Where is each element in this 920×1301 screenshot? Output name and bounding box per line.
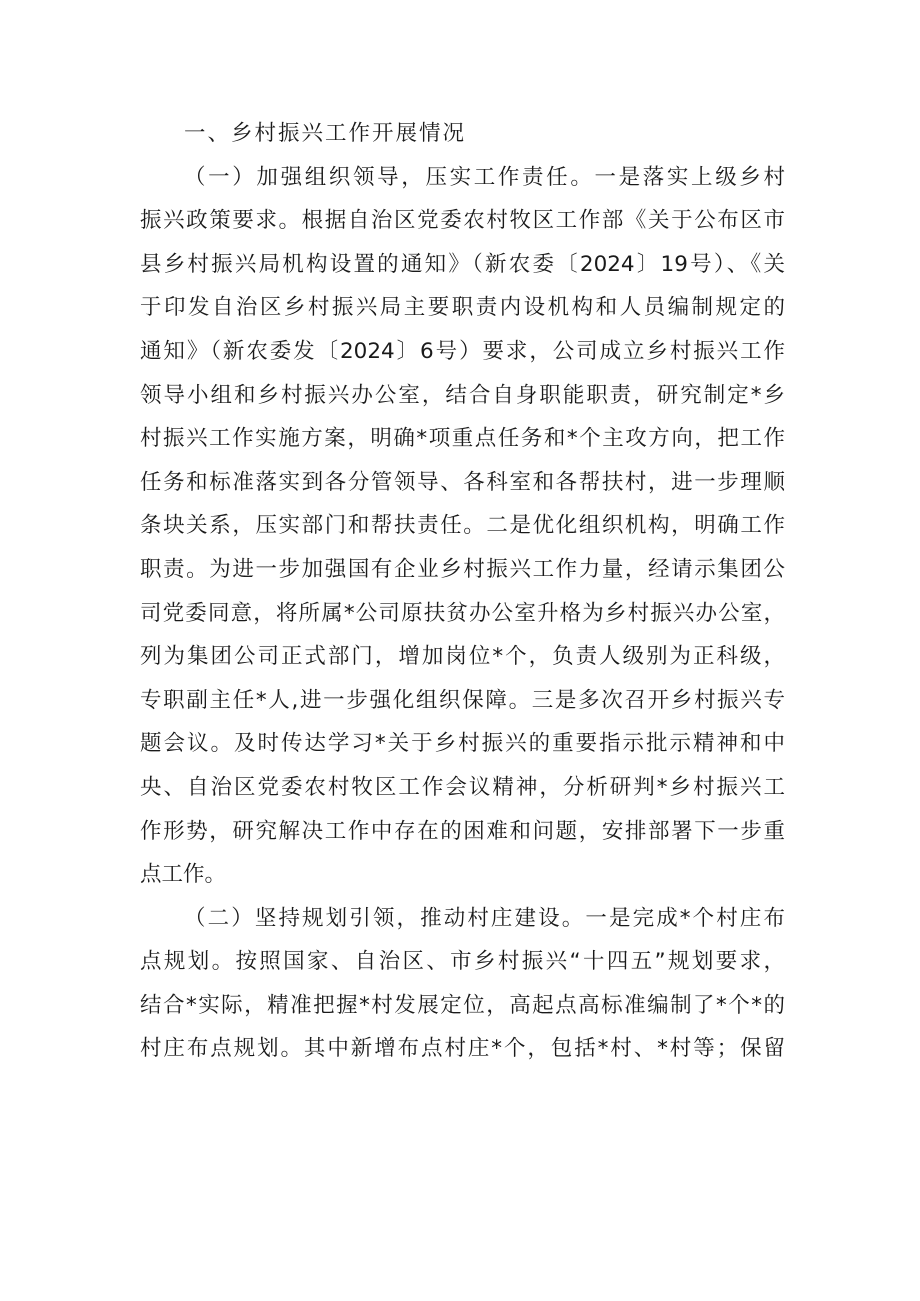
paragraph-line: 央、自治区党委农村牧区工作会议精神，分析研判*乡村振兴工	[140, 774, 785, 800]
paragraph-line: 专职副主任*人,进一步强化组织保障。三是多次召开乡村振兴专	[140, 687, 785, 713]
paragraph-line: （二）坚持规划引领，推动村庄建设。一是完成*个村庄布	[184, 905, 785, 931]
paragraph-line: 列为集团公司正式部门，增加岗位*个，负责人级别为正科级，	[140, 644, 785, 670]
paragraph-line: 村庄布点规划。其中新增布点村庄*个，包括*村、*村等；保留	[140, 1036, 785, 1062]
paragraph-line: 点工作。	[140, 862, 227, 888]
paragraph-line: 县乡村振兴局机构设置的通知》（新农委〔2024〕19号）、《关	[140, 251, 785, 277]
paragraph-line: 作形势，研究解决工作中存在的困难和问题，安排部署下一步重	[140, 818, 785, 844]
paragraph-line: 司党委同意，将所属*公司原扶贫办公室升格为乡村振兴办公室，	[140, 600, 785, 626]
paragraph-line: 于印发自治区乡村振兴局主要职责内设机构和人员编制规定的	[140, 295, 785, 321]
paragraph-line: 点规划。按照国家、自治区、市乡村振兴“十四五”规划要求，	[140, 949, 785, 975]
paragraph-line: 通知》（新农委发〔2024〕6号）要求，公司成立乡村振兴工作	[140, 338, 785, 364]
paragraph-line: 职责。为进一步加强国有企业乡村振兴工作力量，经请示集团公	[140, 556, 785, 582]
section-heading: 一、乡村振兴工作开展情况	[184, 121, 467, 146]
paragraph-line: 村振兴工作实施方案，明确*项重点任务和*个主攻方向，把工作	[140, 426, 785, 452]
paragraph-line: 结合*实际，精准把握*村发展定位，高起点高标准编制了*个*的	[140, 992, 785, 1018]
paragraph-line: 任务和标准落实到各分管领导、各科室和各帮扶村，进一步理顺	[140, 469, 785, 495]
paragraph-line: 条块关系，压实部门和帮扶责任。二是优化组织机构，明确工作	[140, 513, 785, 539]
paragraph-line: 领导小组和乡村振兴办公室，结合自身职能职责，研究制定*乡	[140, 382, 785, 408]
document-body	[140, 112, 785, 1071]
paragraph-line: 振兴政策要求。根据自治区党委农村牧区工作部《关于公布区市	[140, 208, 785, 234]
paragraph-line: 题会议。及时传达学习*关于乡村振兴的重要指示批示精神和中	[140, 731, 785, 757]
paragraph-line: （一）加强组织领导，压实工作责任。一是落实上级乡村	[184, 164, 785, 190]
